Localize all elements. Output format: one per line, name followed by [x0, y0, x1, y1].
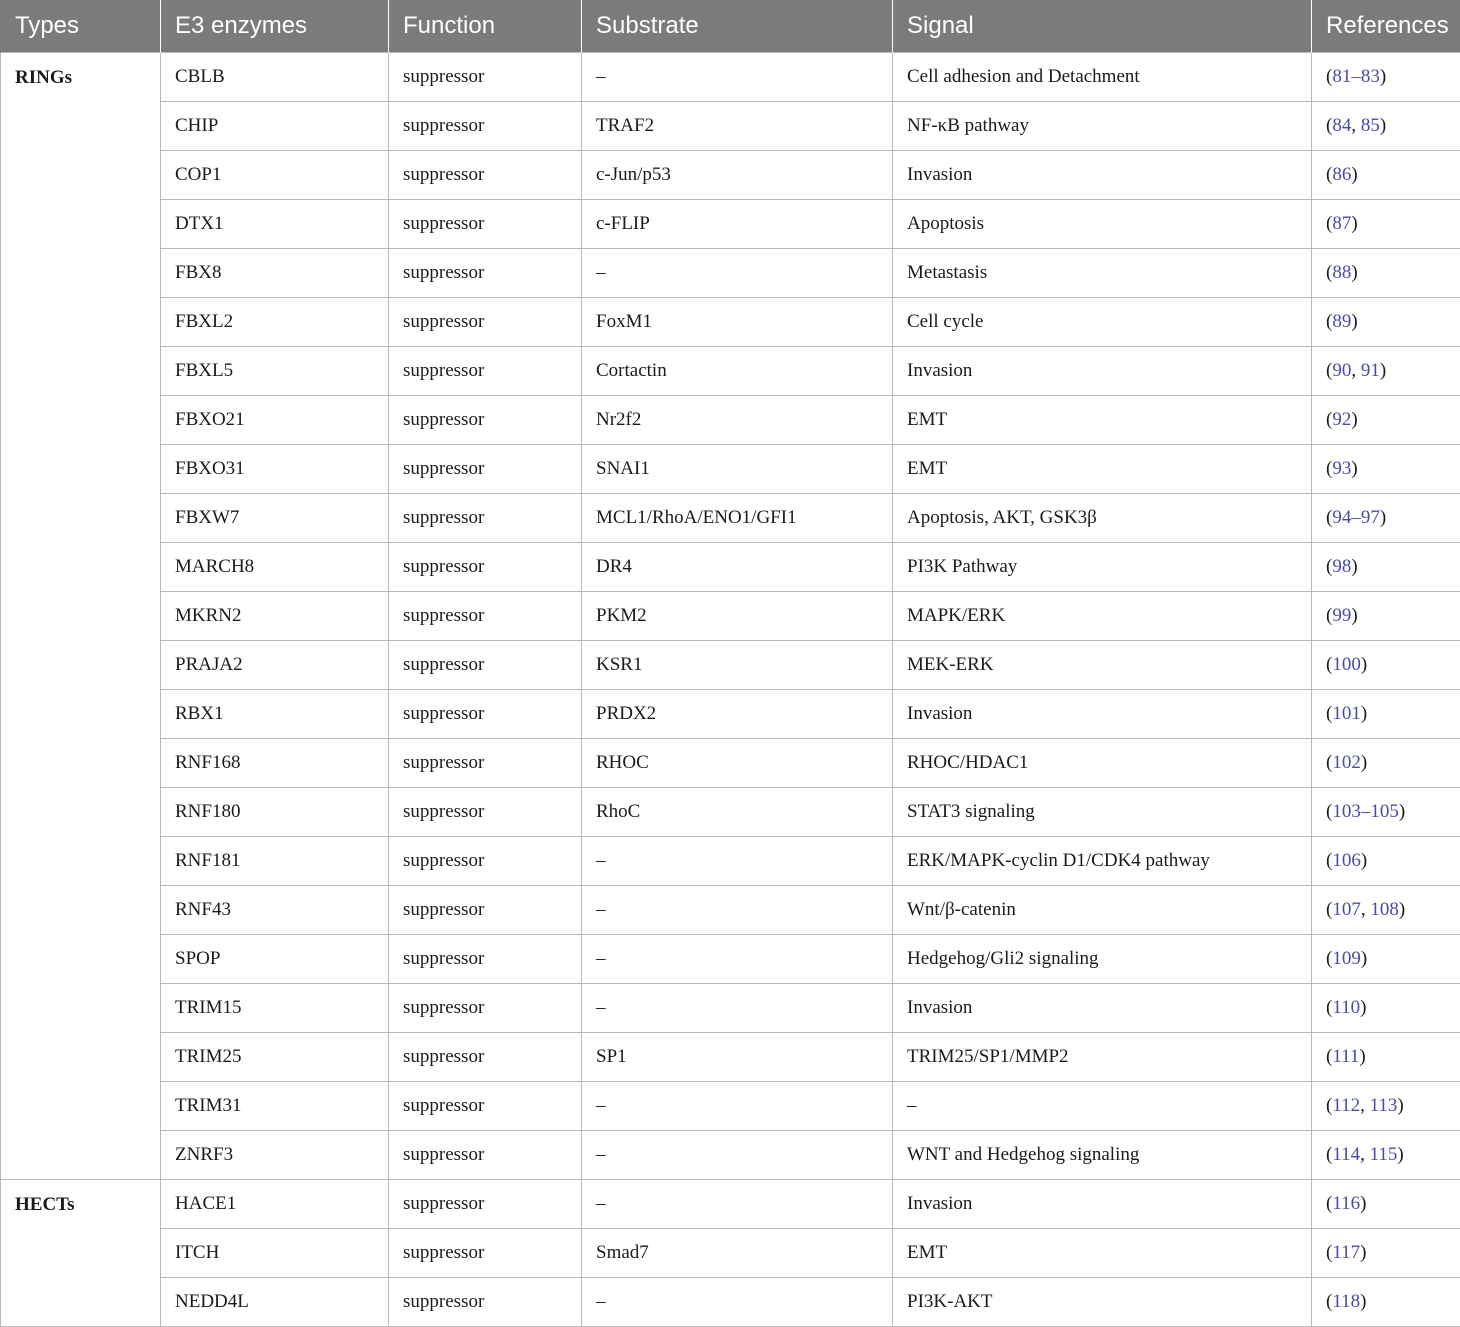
type-cell: RINGs [1, 52, 161, 1179]
table-row [1, 493, 1460, 542]
function-cell: suppressor [389, 640, 582, 689]
paren-close: ) [1351, 605, 1357, 626]
reference-link[interactable]: 92 [1332, 409, 1351, 430]
table-row [1, 591, 1460, 640]
reference-link[interactable]: 99 [1332, 605, 1351, 626]
references-cell [1312, 1228, 1460, 1277]
enzyme-cell: RNF181 [161, 836, 389, 885]
ref-separator: , [1351, 360, 1361, 381]
table-row [1, 248, 1460, 297]
function-cell: suppressor [389, 1032, 582, 1081]
table-body [1, 52, 1460, 1326]
reference-link[interactable]: 110 [1332, 997, 1360, 1018]
table-row [1, 52, 1460, 101]
paren-close: ) [1361, 948, 1367, 969]
enzyme-cell: MKRN2 [161, 591, 389, 640]
paren-close: ) [1380, 66, 1386, 87]
table-row [1, 542, 1460, 591]
substrate-cell: Nr2f2 [582, 395, 893, 444]
signal-cell: TRIM25/SP1/MMP2 [893, 1032, 1312, 1081]
table-row [1, 885, 1460, 934]
enzyme-cell: FBXO31 [161, 444, 389, 493]
paren-open: ( [1326, 360, 1332, 381]
paren-open: ( [1326, 850, 1332, 871]
references-cell [1312, 150, 1460, 199]
header-e3-enzymes: E3 enzymes [161, 0, 389, 52]
function-cell: suppressor [389, 836, 582, 885]
enzyme-cell: COP1 [161, 150, 389, 199]
paren-close: ) [1399, 801, 1405, 822]
reference-link[interactable]: 108 [1370, 899, 1399, 920]
ref-separator: , [1351, 115, 1361, 136]
function-cell: suppressor [389, 395, 582, 444]
enzyme-cell: DTX1 [161, 199, 389, 248]
function-cell: suppressor [389, 1081, 582, 1130]
reference-link[interactable]: 93 [1332, 458, 1351, 479]
signal-cell: Invasion [893, 1179, 1312, 1228]
paren-close: ) [1351, 262, 1357, 283]
paren-open: ( [1326, 703, 1332, 724]
function-cell: suppressor [389, 983, 582, 1032]
references-cell [1312, 493, 1460, 542]
table-row [1, 1277, 1460, 1326]
table-row [1, 983, 1460, 1032]
reference-link[interactable]: 118 [1332, 1291, 1360, 1312]
references-cell [1312, 836, 1460, 885]
header-types: Types [1, 0, 161, 52]
signal-cell: Wnt/β-catenin [893, 885, 1312, 934]
header-row [1, 0, 1460, 52]
function-cell: suppressor [389, 346, 582, 395]
substrate-cell: Smad7 [582, 1228, 893, 1277]
paren-open: ( [1326, 752, 1332, 773]
references-cell [1312, 1179, 1460, 1228]
function-cell: suppressor [389, 934, 582, 983]
paren-open: ( [1326, 409, 1332, 430]
reference-link[interactable]: 102 [1332, 752, 1361, 773]
reference-link[interactable]: 101 [1332, 703, 1361, 724]
signal-cell: Cell adhesion and Detachment [893, 52, 1312, 101]
references-cell [1312, 444, 1460, 493]
ref-separator: , [1360, 1144, 1370, 1165]
signal-cell: RHOC/HDAC1 [893, 738, 1312, 787]
signal-cell: PI3K Pathway [893, 542, 1312, 591]
type-cell: HECTs [1, 1179, 161, 1326]
paren-close: ) [1351, 458, 1357, 479]
function-cell: suppressor [389, 1179, 582, 1228]
substrate-cell: RHOC [582, 738, 893, 787]
reference-link[interactable]: 81–83 [1332, 66, 1380, 87]
table-header [1, 0, 1460, 52]
header-references: References [1312, 0, 1460, 52]
references-cell [1312, 248, 1460, 297]
references-cell [1312, 542, 1460, 591]
signal-cell: PI3K-AKT [893, 1277, 1312, 1326]
references-cell [1312, 1277, 1460, 1326]
signal-cell: Invasion [893, 983, 1312, 1032]
substrate-cell: FoxM1 [582, 297, 893, 346]
function-cell: suppressor [389, 542, 582, 591]
enzyme-cell: HACE1 [161, 1179, 389, 1228]
reference-link[interactable]: 109 [1332, 948, 1361, 969]
function-cell: suppressor [389, 787, 582, 836]
enzyme-cell: RNF180 [161, 787, 389, 836]
paren-open: ( [1326, 507, 1332, 528]
paren-open: ( [1326, 801, 1332, 822]
header-function: Function [389, 0, 582, 52]
paren-close: ) [1380, 115, 1386, 136]
paren-close: ) [1361, 654, 1367, 675]
references-cell [1312, 934, 1460, 983]
reference-link[interactable]: 84 [1332, 115, 1351, 136]
reference-link[interactable]: 111 [1332, 1046, 1359, 1067]
reference-link[interactable]: 114 [1332, 1144, 1360, 1165]
enzyme-cell: RNF168 [161, 738, 389, 787]
substrate-cell: c-FLIP [582, 199, 893, 248]
enzyme-cell: TRIM15 [161, 983, 389, 1032]
enzyme-cell: FBXL2 [161, 297, 389, 346]
paren-close: ) [1351, 311, 1357, 332]
paren-open: ( [1326, 1046, 1332, 1067]
paren-close: ) [1360, 1291, 1366, 1312]
enzyme-cell: ZNRF3 [161, 1130, 389, 1179]
references-cell [1312, 1130, 1460, 1179]
table-row [1, 101, 1460, 150]
enzyme-cell: CBLB [161, 52, 389, 101]
references-cell [1312, 101, 1460, 150]
references-cell [1312, 787, 1460, 836]
function-cell: suppressor [389, 591, 582, 640]
signal-cell: EMT [893, 395, 1312, 444]
paren-close: ) [1351, 213, 1357, 234]
paren-close: ) [1351, 409, 1357, 430]
enzyme-cell: MARCH8 [161, 542, 389, 591]
paren-open: ( [1326, 262, 1332, 283]
enzyme-cell: TRIM31 [161, 1081, 389, 1130]
paren-close: ) [1351, 164, 1357, 185]
paren-open: ( [1326, 213, 1332, 234]
reference-link[interactable]: 107 [1332, 899, 1361, 920]
substrate-cell: – [582, 1277, 893, 1326]
table-row [1, 934, 1460, 983]
paren-close: ) [1351, 556, 1357, 577]
enzyme-cell: CHIP [161, 101, 389, 150]
paren-open: ( [1326, 458, 1332, 479]
paren-open: ( [1326, 1291, 1332, 1312]
ref-separator: , [1360, 1095, 1370, 1116]
reference-link[interactable]: 89 [1332, 311, 1351, 332]
signal-cell: Apoptosis [893, 199, 1312, 248]
paren-close: ) [1380, 360, 1386, 381]
enzyme-cell: SPOP [161, 934, 389, 983]
reference-link[interactable]: 98 [1332, 556, 1351, 577]
signal-cell: Invasion [893, 150, 1312, 199]
paren-open: ( [1326, 899, 1332, 920]
function-cell: suppressor [389, 150, 582, 199]
reference-link[interactable]: 113 [1370, 1095, 1398, 1116]
substrate-cell: – [582, 885, 893, 934]
table-row [1, 836, 1460, 885]
signal-cell: Invasion [893, 346, 1312, 395]
reference-link[interactable]: 116 [1332, 1193, 1360, 1214]
signal-cell: MEK-ERK [893, 640, 1312, 689]
substrate-cell: SNAI1 [582, 444, 893, 493]
references-cell [1312, 297, 1460, 346]
substrate-cell: – [582, 983, 893, 1032]
enzyme-cell: RNF43 [161, 885, 389, 934]
reference-link[interactable]: 88 [1332, 262, 1351, 283]
references-cell [1312, 640, 1460, 689]
signal-cell: EMT [893, 1228, 1312, 1277]
ref-separator: , [1361, 899, 1371, 920]
reference-link[interactable]: 87 [1332, 213, 1351, 234]
signal-cell: Apoptosis, AKT, GSK3β [893, 493, 1312, 542]
function-cell: suppressor [389, 101, 582, 150]
function-cell: suppressor [389, 1130, 582, 1179]
header-signal: Signal [893, 0, 1312, 52]
table-row [1, 346, 1460, 395]
enzyme-cell: FBXO21 [161, 395, 389, 444]
reference-link[interactable]: 85 [1361, 115, 1380, 136]
reference-link[interactable]: 117 [1332, 1242, 1360, 1263]
function-cell: suppressor [389, 297, 582, 346]
signal-cell: Hedgehog/Gli2 signaling [893, 934, 1312, 983]
substrate-cell: – [582, 1179, 893, 1228]
table-row [1, 150, 1460, 199]
substrate-cell: – [582, 248, 893, 297]
substrate-cell: Cortactin [582, 346, 893, 395]
references-cell [1312, 591, 1460, 640]
paren-open: ( [1326, 1144, 1332, 1165]
references-cell [1312, 738, 1460, 787]
enzyme-cell: FBX8 [161, 248, 389, 297]
signal-cell: – [893, 1081, 1312, 1130]
table-row [1, 1032, 1460, 1081]
substrate-cell: DR4 [582, 542, 893, 591]
substrate-cell: MCL1/RhoA/ENO1/GFI1 [582, 493, 893, 542]
paren-open: ( [1326, 1242, 1332, 1263]
reference-link[interactable]: 94–97 [1332, 507, 1380, 528]
reference-link[interactable]: 115 [1370, 1144, 1398, 1165]
reference-link[interactable]: 103–105 [1332, 801, 1399, 822]
paren-close: ) [1361, 703, 1367, 724]
substrate-cell: – [582, 1081, 893, 1130]
signal-cell: ERK/MAPK-cyclin D1/CDK4 pathway [893, 836, 1312, 885]
substrate-cell: c-Jun/p53 [582, 150, 893, 199]
table-row [1, 395, 1460, 444]
substrate-cell: RhoC [582, 787, 893, 836]
paren-close: ) [1397, 1144, 1403, 1165]
enzyme-cell: ITCH [161, 1228, 389, 1277]
paren-open: ( [1326, 654, 1332, 675]
table-row [1, 1179, 1460, 1228]
substrate-cell: SP1 [582, 1032, 893, 1081]
paren-open: ( [1326, 556, 1332, 577]
paren-close: ) [1360, 997, 1366, 1018]
enzyme-cell: NEDD4L [161, 1277, 389, 1326]
table-row [1, 1081, 1460, 1130]
reference-link[interactable]: 112 [1332, 1095, 1360, 1116]
references-cell [1312, 885, 1460, 934]
paren-open: ( [1326, 997, 1332, 1018]
table-row [1, 738, 1460, 787]
signal-cell: NF-κB pathway [893, 101, 1312, 150]
paren-open: ( [1326, 66, 1332, 87]
signal-cell: EMT [893, 444, 1312, 493]
substrate-cell: PRDX2 [582, 689, 893, 738]
function-cell: suppressor [389, 738, 582, 787]
function-cell: suppressor [389, 689, 582, 738]
function-cell: suppressor [389, 248, 582, 297]
table-row [1, 199, 1460, 248]
paren-open: ( [1326, 605, 1332, 626]
enzyme-cell: TRIM25 [161, 1032, 389, 1081]
function-cell: suppressor [389, 885, 582, 934]
paren-close: ) [1361, 752, 1367, 773]
signal-cell: Metastasis [893, 248, 1312, 297]
references-cell [1312, 689, 1460, 738]
signal-cell: Cell cycle [893, 297, 1312, 346]
substrate-cell: – [582, 52, 893, 101]
reference-link[interactable]: 106 [1332, 850, 1361, 871]
substrate-cell: – [582, 1130, 893, 1179]
paren-close: ) [1359, 1046, 1365, 1067]
function-cell: suppressor [389, 199, 582, 248]
paren-open: ( [1326, 164, 1332, 185]
enzyme-cell: FBXW7 [161, 493, 389, 542]
paren-close: ) [1361, 850, 1367, 871]
enzyme-cell: RBX1 [161, 689, 389, 738]
reference-link[interactable]: 90 [1332, 360, 1351, 381]
substrate-cell: – [582, 836, 893, 885]
signal-cell: MAPK/ERK [893, 591, 1312, 640]
enzyme-cell: FBXL5 [161, 346, 389, 395]
references-cell [1312, 346, 1460, 395]
paren-open: ( [1326, 311, 1332, 332]
reference-link[interactable]: 100 [1332, 654, 1361, 675]
table-row [1, 444, 1460, 493]
paren-close: ) [1360, 1193, 1366, 1214]
function-cell: suppressor [389, 52, 582, 101]
table-row [1, 640, 1460, 689]
substrate-cell: PKM2 [582, 591, 893, 640]
substrate-cell: – [582, 934, 893, 983]
substrate-cell: KSR1 [582, 640, 893, 689]
enzyme-cell: PRAJA2 [161, 640, 389, 689]
paren-close: ) [1360, 1242, 1366, 1263]
references-cell [1312, 199, 1460, 248]
table-row [1, 1228, 1460, 1277]
paren-open: ( [1326, 1193, 1332, 1214]
function-cell: suppressor [389, 1228, 582, 1277]
reference-link[interactable]: 91 [1361, 360, 1380, 381]
signal-cell: WNT and Hedgehog signaling [893, 1130, 1312, 1179]
table-row [1, 787, 1460, 836]
references-cell [1312, 1032, 1460, 1081]
table-row [1, 689, 1460, 738]
substrate-cell: TRAF2 [582, 101, 893, 150]
signal-cell: Invasion [893, 689, 1312, 738]
paren-close: ) [1380, 507, 1386, 528]
paren-close: ) [1399, 899, 1405, 920]
paren-open: ( [1326, 1095, 1332, 1116]
paren-open: ( [1326, 115, 1332, 136]
references-cell [1312, 52, 1460, 101]
function-cell: suppressor [389, 1277, 582, 1326]
paren-close: ) [1397, 1095, 1403, 1116]
signal-cell: STAT3 signaling [893, 787, 1312, 836]
header-substrate: Substrate [582, 0, 893, 52]
references-cell [1312, 1081, 1460, 1130]
references-cell [1312, 395, 1460, 444]
references-cell [1312, 983, 1460, 1032]
paren-open: ( [1326, 948, 1332, 969]
function-cell: suppressor [389, 493, 582, 542]
table-row [1, 1130, 1460, 1179]
table-row [1, 297, 1460, 346]
function-cell: suppressor [389, 444, 582, 493]
reference-link[interactable]: 86 [1332, 164, 1351, 185]
